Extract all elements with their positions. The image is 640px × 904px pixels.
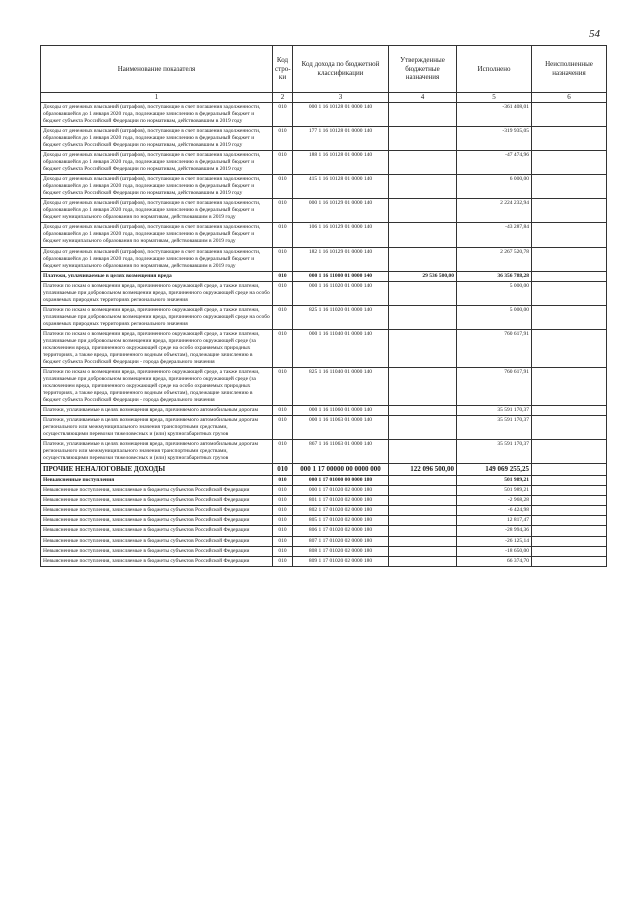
row-line-code: 010 bbox=[273, 281, 293, 305]
column-number: 2 bbox=[273, 93, 293, 103]
row-budget-code: 177 1 16 10128 01 0000 140 bbox=[293, 127, 389, 151]
row-approved-amount bbox=[389, 496, 457, 506]
table-row bbox=[41, 406, 607, 416]
row-approved-amount bbox=[389, 416, 457, 440]
row-unexecuted-amount bbox=[532, 406, 607, 416]
row-indicator-name: Доходы от денежных взысканий (штрафов), поступающие в счет погашения задолженности, образовавшейся до 1 января 2020 года, подлежащие зачислению в федеральный бюджет и бюджет муниципального образования по нормативам, действовавшим в 2019 году bbox=[41, 199, 273, 223]
header-executed: Исполнено bbox=[457, 46, 532, 93]
row-executed-amount: -361 408,01 bbox=[457, 102, 532, 126]
row-line-code: 010 bbox=[273, 223, 293, 247]
row-line-code: 010 bbox=[273, 247, 293, 271]
row-indicator-name: Доходы от денежных взысканий (штрафов), поступающие в счет погашения задолженности, образовавшейся до 1 января 2020 года, подлежащие зачислению в федеральный бюджет и бюджет субъекта Российской Федерации по нормативам, действовавшим в 2019 году bbox=[41, 127, 273, 151]
row-line-code: 010 bbox=[273, 546, 293, 556]
row-line-code: 010 bbox=[273, 151, 293, 175]
row-indicator-name: Платежи, уплачиваемые в целях возмещения вреда bbox=[41, 271, 273, 281]
row-indicator-name: Платежи по искам о возмещении вреда, причиненного окружающей среде, а также платежи, уплачиваемые при добровольном возмещении вреда, причиненного окружающей среде на особо охраняемых природных территориях регионального значения bbox=[41, 305, 273, 329]
row-approved-amount bbox=[389, 199, 457, 223]
column-number: 4 bbox=[389, 93, 457, 103]
row-budget-code: 806 1 17 01020 02 0000 180 bbox=[293, 526, 389, 536]
row-approved-amount bbox=[389, 526, 457, 536]
row-executed-amount: -43 287,84 bbox=[457, 223, 532, 247]
row-indicator-name: Невыясненные поступления bbox=[41, 476, 273, 486]
row-line-code: 010 bbox=[273, 516, 293, 526]
row-budget-code: 825 1 16 11020 01 0000 140 bbox=[293, 305, 389, 329]
header-budget-code: Код дохода по бюджетной классификации bbox=[293, 46, 389, 93]
row-unexecuted-amount bbox=[532, 281, 607, 305]
row-approved-amount bbox=[389, 329, 457, 367]
row-line-code: 010 bbox=[273, 406, 293, 416]
table-row bbox=[41, 506, 607, 516]
row-executed-amount: 35 591 170,37 bbox=[457, 406, 532, 416]
row-budget-code: 000 1 16 10129 01 0000 140 bbox=[293, 199, 389, 223]
row-line-code: 010 bbox=[273, 416, 293, 440]
table-row bbox=[41, 127, 607, 151]
header-row bbox=[41, 46, 607, 93]
row-budget-code: 867 1 16 11063 01 0000 140 bbox=[293, 440, 389, 464]
row-budget-code: 000 1 16 11060 01 0000 140 bbox=[293, 406, 389, 416]
column-number-row bbox=[41, 93, 607, 103]
row-unexecuted-amount bbox=[532, 546, 607, 556]
row-approved-amount bbox=[389, 127, 457, 151]
row-budget-code: 807 1 17 01020 02 0000 180 bbox=[293, 536, 389, 546]
row-budget-code: 000 1 17 00000 00 0000 000 bbox=[293, 464, 389, 476]
row-unexecuted-amount bbox=[532, 151, 607, 175]
row-approved-amount bbox=[389, 151, 457, 175]
table-row bbox=[41, 281, 607, 305]
row-unexecuted-amount bbox=[532, 329, 607, 367]
row-indicator-name: Невыясненные поступления, зачисляемые в бюджеты субъектов Российской Федерации bbox=[41, 546, 273, 556]
table-row bbox=[41, 536, 607, 546]
row-budget-code: 825 1 16 11040 01 0000 140 bbox=[293, 367, 389, 405]
row-unexecuted-amount bbox=[532, 464, 607, 476]
row-budget-code: 188 1 16 10128 01 0000 140 bbox=[293, 151, 389, 175]
row-executed-amount: -47 474,96 bbox=[457, 151, 532, 175]
row-approved-amount bbox=[389, 486, 457, 496]
table-row bbox=[41, 440, 607, 464]
header-approved: Утвержденные бюджетные назначения bbox=[389, 46, 457, 93]
row-executed-amount: 760 617,91 bbox=[457, 329, 532, 367]
row-indicator-name: Невыясненные поступления, зачисляемые в бюджеты субъектов Российской Федерации bbox=[41, 516, 273, 526]
row-line-code: 010 bbox=[273, 175, 293, 199]
table-row bbox=[41, 305, 607, 329]
row-indicator-name: Платежи по искам о возмещении вреда, причиненного окружающей среде, а также платежи, уплачиваемые при добровольном возмещении вреда, причиненного окружающей среде на особо охраняемых природных территориях регионального значения bbox=[41, 281, 273, 305]
row-budget-code: 809 1 17 01020 02 0000 180 bbox=[293, 556, 389, 566]
row-executed-amount: -18 650,00 bbox=[457, 546, 532, 556]
row-executed-amount: 35 591 170,37 bbox=[457, 416, 532, 440]
row-unexecuted-amount bbox=[532, 506, 607, 516]
row-line-code: 010 bbox=[273, 271, 293, 281]
row-executed-amount: 2 224 232,94 bbox=[457, 199, 532, 223]
row-budget-code: 801 1 17 01020 02 0000 180 bbox=[293, 496, 389, 506]
table-row bbox=[41, 329, 607, 367]
header-line-code: Код стро-ки bbox=[273, 46, 293, 93]
row-executed-amount: 5 000,00 bbox=[457, 281, 532, 305]
row-indicator-name: Платежи по искам о возмещении вреда, причиненного окружающей среде, а также платежи, уплачиваемые при добровольном возмещении вреда, причиненного окружающей среде (за исключением вреда, причиненного окружающей среде на особо охраняемых природных территориях, а также вреда, причиненного водным объектам), подлежащие зачислению в бюджет субъекта Российской Федерации - города федерального значения bbox=[41, 329, 273, 367]
row-line-code: 010 bbox=[273, 127, 293, 151]
row-approved-amount bbox=[389, 476, 457, 486]
row-executed-amount: 66 374,70 bbox=[457, 556, 532, 566]
row-approved-amount bbox=[389, 102, 457, 126]
table-row bbox=[41, 526, 607, 536]
column-number: 3 bbox=[293, 93, 389, 103]
column-number: 5 bbox=[457, 93, 532, 103]
row-approved-amount bbox=[389, 281, 457, 305]
table-row bbox=[41, 476, 607, 486]
row-indicator-name: Доходы от денежных взысканий (штрафов), поступающие в счет погашения задолженности, образовавшейся до 1 января 2020 года, подлежащие зачислению в федеральный бюджет и бюджет субъекта Российской Федерации по нормативам, действовавшим в 2019 году bbox=[41, 151, 273, 175]
row-indicator-name: Невыясненные поступления, зачисляемые в бюджеты субъектов Российской Федерации bbox=[41, 536, 273, 546]
table-row bbox=[41, 496, 607, 506]
table-row bbox=[41, 464, 607, 476]
table-row bbox=[41, 175, 607, 199]
row-approved-amount bbox=[389, 506, 457, 516]
row-executed-amount: 36 356 788,28 bbox=[457, 271, 532, 281]
row-unexecuted-amount bbox=[532, 102, 607, 126]
row-executed-amount: -28 994,36 bbox=[457, 526, 532, 536]
row-executed-amount: 149 069 255,25 bbox=[457, 464, 532, 476]
table-row bbox=[41, 271, 607, 281]
table-row bbox=[41, 223, 607, 247]
row-budget-code: 000 1 17 01020 02 0000 180 bbox=[293, 486, 389, 496]
row-budget-code: 182 1 16 10129 01 0000 140 bbox=[293, 247, 389, 271]
column-number: 6 bbox=[532, 93, 607, 103]
table-row bbox=[41, 367, 607, 405]
row-line-code: 010 bbox=[273, 305, 293, 329]
table-row bbox=[41, 516, 607, 526]
row-executed-amount: 501 989,21 bbox=[457, 476, 532, 486]
row-executed-amount: -26 125,14 bbox=[457, 536, 532, 546]
row-budget-code: 000 1 16 10128 01 0000 140 bbox=[293, 102, 389, 126]
row-executed-amount: -2 968,28 bbox=[457, 496, 532, 506]
row-line-code: 010 bbox=[273, 526, 293, 536]
row-budget-code: 000 1 16 11020 01 0000 140 bbox=[293, 281, 389, 305]
row-line-code: 010 bbox=[273, 476, 293, 486]
column-number: 1 bbox=[41, 93, 273, 103]
row-approved-amount bbox=[389, 367, 457, 405]
row-unexecuted-amount bbox=[532, 271, 607, 281]
row-approved-amount bbox=[389, 406, 457, 416]
row-unexecuted-amount bbox=[532, 247, 607, 271]
row-unexecuted-amount bbox=[532, 199, 607, 223]
row-line-code: 010 bbox=[273, 496, 293, 506]
row-approved-amount bbox=[389, 516, 457, 526]
row-unexecuted-amount bbox=[532, 486, 607, 496]
row-unexecuted-amount bbox=[532, 223, 607, 247]
row-line-code: 010 bbox=[273, 486, 293, 496]
row-executed-amount: 5 000,00 bbox=[457, 305, 532, 329]
row-indicator-name: Невыясненные поступления, зачисляемые в бюджеты субъектов Российской Федерации bbox=[41, 506, 273, 516]
row-line-code: 010 bbox=[273, 440, 293, 464]
table-row bbox=[41, 151, 607, 175]
row-unexecuted-amount bbox=[532, 175, 607, 199]
row-indicator-name: Невыясненные поступления, зачисляемые в бюджеты субъектов Российской Федерации bbox=[41, 496, 273, 506]
header-unexecuted: Неисполненные назначения bbox=[532, 46, 607, 93]
row-unexecuted-amount bbox=[532, 476, 607, 486]
row-budget-code: 000 1 16 11040 01 0000 140 bbox=[293, 329, 389, 367]
table-row bbox=[41, 199, 607, 223]
row-indicator-name: Доходы от денежных взысканий (штрафов), поступающие в счет погашения задолженности, образовавшейся до 1 января 2020 года, подлежащие зачислению в федеральный бюджет и бюджет муниципального образования по нормативам, действовавшим в 2019 году bbox=[41, 223, 273, 247]
row-executed-amount: 6 000,00 bbox=[457, 175, 532, 199]
row-indicator-name: Невыясненные поступления, зачисляемые в бюджеты субъектов Российской Федерации bbox=[41, 526, 273, 536]
row-executed-amount: -6 424,98 bbox=[457, 506, 532, 516]
row-indicator-name: Платежи, уплачиваемые в целях возмещения вреда, причиняемого автомобильным дорогам регионального или межмуниципального значения транспортными средствами, осуществляющими перевозки тяжеловесных и (или) крупногабаритных грузов bbox=[41, 416, 273, 440]
row-executed-amount: 760 617,91 bbox=[457, 367, 532, 405]
row-indicator-name: Доходы от денежных взысканий (штрафов), поступающие в счет погашения задолженности, образовавшейся до 1 января 2020 года, подлежащие зачислению в федеральный бюджет и бюджет субъекта Российской Федерации по нормативам, действовавшим в 2019 году bbox=[41, 102, 273, 126]
row-approved-amount bbox=[389, 546, 457, 556]
row-indicator-name: Платежи, уплачиваемые в целях возмещения вреда, причиняемого автомобильным дорогам bbox=[41, 406, 273, 416]
row-approved-amount: 29 536 500,00 bbox=[389, 271, 457, 281]
row-approved-amount bbox=[389, 556, 457, 566]
row-unexecuted-amount bbox=[532, 367, 607, 405]
row-budget-code: 000 1 17 01000 00 0000 180 bbox=[293, 476, 389, 486]
row-unexecuted-amount bbox=[532, 536, 607, 546]
row-budget-code: 808 1 17 01020 02 0000 180 bbox=[293, 546, 389, 556]
row-line-code: 010 bbox=[273, 367, 293, 405]
row-line-code: 010 bbox=[273, 102, 293, 126]
row-indicator-name: Платежи по искам о возмещении вреда, причиненного окружающей среде, а также платежи, уплачиваемые при добровольном возмещении вреда, причиненного окружающей среде (за исключением вреда, причиненного окружающей среде на особо охраняемых природных территориях, а также вреда, причиненного водным объектам), подлежащие зачислению в бюджет субъекта Российской Федерации - города федерального значения bbox=[41, 367, 273, 405]
row-line-code: 010 bbox=[273, 506, 293, 516]
row-indicator-name: Невыясненные поступления, зачисляемые в бюджеты субъектов Российской Федерации bbox=[41, 556, 273, 566]
row-indicator-name: Невыясненные поступления, зачисляемые в бюджеты субъектов Российской Федерации bbox=[41, 486, 273, 496]
row-approved-amount bbox=[389, 247, 457, 271]
row-budget-code: 805 1 17 01020 02 0000 180 bbox=[293, 516, 389, 526]
row-indicator-name: Доходы от денежных взысканий (штрафов), поступающие в счет погашения задолженности, образовавшейся до 1 января 2020 года, подлежащие зачислению в федеральный бюджет и бюджет муниципального образования по нормативам, действовавшим в 2019 году bbox=[41, 247, 273, 271]
header-indicator-name: Наименование показателя bbox=[41, 46, 273, 93]
row-budget-code: 000 1 16 11063 01 0000 140 bbox=[293, 416, 389, 440]
row-approved-amount: 122 096 500,00 bbox=[389, 464, 457, 476]
row-approved-amount bbox=[389, 305, 457, 329]
row-approved-amount bbox=[389, 223, 457, 247]
row-unexecuted-amount bbox=[532, 305, 607, 329]
row-line-code: 010 bbox=[273, 329, 293, 367]
row-executed-amount: 501 989,21 bbox=[457, 486, 532, 496]
table-row bbox=[41, 247, 607, 271]
row-budget-code: 106 1 16 10129 01 0000 140 bbox=[293, 223, 389, 247]
row-executed-amount: 12 817,47 bbox=[457, 516, 532, 526]
row-unexecuted-amount bbox=[532, 556, 607, 566]
row-executed-amount: 35 591 170,37 bbox=[457, 440, 532, 464]
row-indicator-name: Платежи, уплачиваемые в целях возмещения вреда, причиняемого автомобильным дорогам регионального или межмуниципального значения транспортными средствами, осуществляющими перевозки тяжеловесных и (или) крупногабаритных грузов bbox=[41, 440, 273, 464]
page-number: 54 bbox=[589, 28, 600, 40]
row-unexecuted-amount bbox=[532, 516, 607, 526]
row-line-code: 010 bbox=[273, 536, 293, 546]
row-approved-amount bbox=[389, 440, 457, 464]
row-approved-amount bbox=[389, 175, 457, 199]
row-approved-amount bbox=[389, 536, 457, 546]
row-unexecuted-amount bbox=[532, 526, 607, 536]
row-line-code: 010 bbox=[273, 199, 293, 223]
row-indicator-name: Доходы от денежных взысканий (штрафов), поступающие в счет погашения задолженности, образовавшейся до 1 января 2020 года, подлежащие зачислению в федеральный бюджет и бюджет субъекта Российской Федерации по нормативам, действовавшим в 2019 году bbox=[41, 175, 273, 199]
table-row bbox=[41, 102, 607, 126]
row-budget-code: 000 1 16 11000 01 0000 140 bbox=[293, 271, 389, 281]
row-unexecuted-amount bbox=[532, 416, 607, 440]
row-unexecuted-amount bbox=[532, 127, 607, 151]
revenue-report-table bbox=[40, 45, 607, 567]
row-budget-code: 415 1 16 10128 01 0000 140 bbox=[293, 175, 389, 199]
table-row bbox=[41, 416, 607, 440]
row-executed-amount: 2 267 520,78 bbox=[457, 247, 532, 271]
row-unexecuted-amount bbox=[532, 440, 607, 464]
row-budget-code: 802 1 17 01020 02 0000 180 bbox=[293, 506, 389, 516]
table-row bbox=[41, 546, 607, 556]
row-line-code: 010 bbox=[273, 556, 293, 566]
row-indicator-name: ПРОЧИЕ НЕНАЛОГОВЫЕ ДОХОДЫ bbox=[41, 464, 273, 476]
row-line-code: 010 bbox=[273, 464, 293, 476]
table-row bbox=[41, 556, 607, 566]
row-unexecuted-amount bbox=[532, 496, 607, 506]
row-executed-amount: -319 935,05 bbox=[457, 127, 532, 151]
table-row bbox=[41, 486, 607, 496]
